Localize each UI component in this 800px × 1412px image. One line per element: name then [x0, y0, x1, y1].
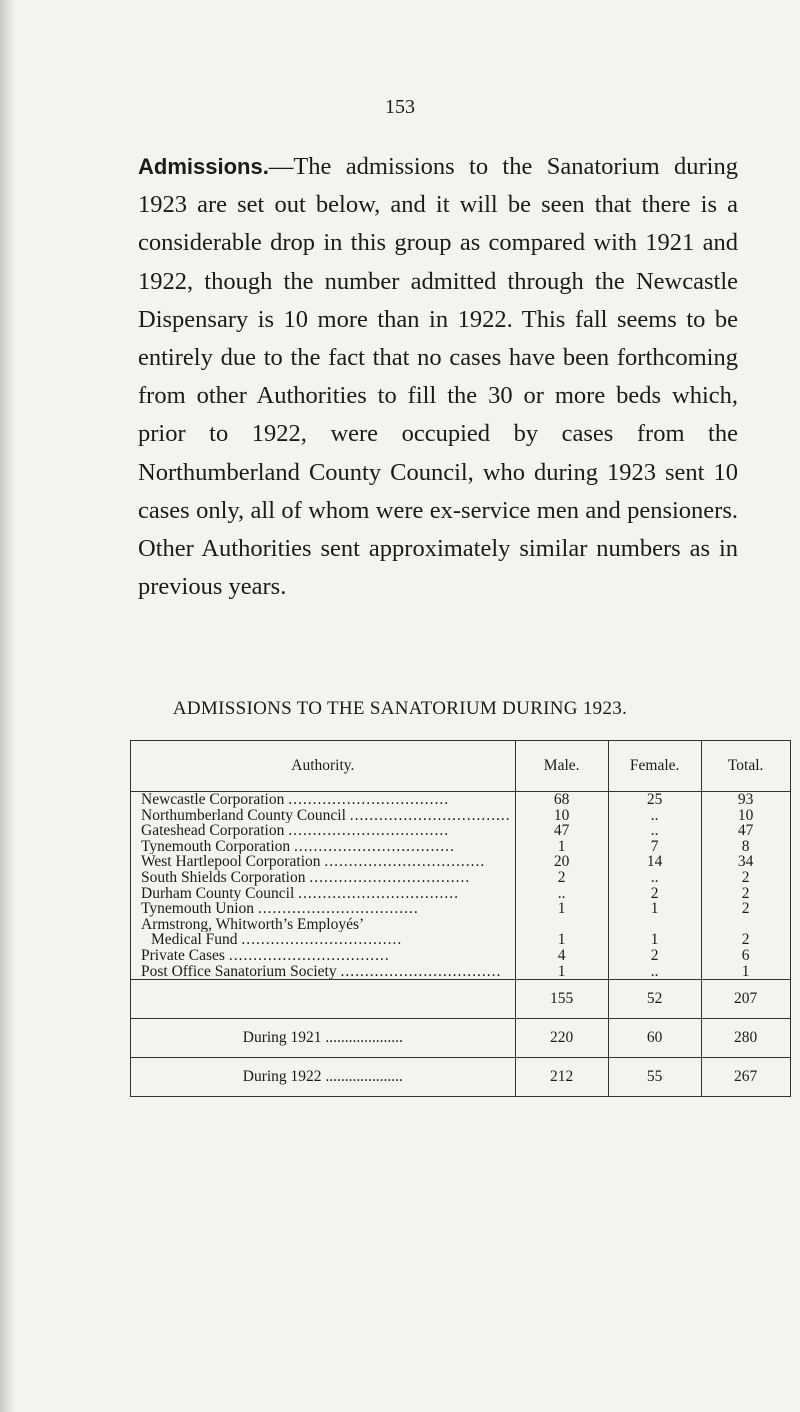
authority-entry: Tynemouth Corporation .................................: [141, 838, 455, 855]
totals-male: 155: [515, 980, 608, 1019]
male-value: 1: [557, 962, 566, 980]
admissions-paragraph: [138, 148, 738, 606]
total-value: 47: [737, 822, 754, 840]
total-value: 6: [741, 946, 750, 964]
total-value: 2: [741, 884, 750, 902]
totals-label: [131, 980, 516, 1019]
female-value: 25: [646, 791, 663, 808]
table-body-row: [131, 792, 791, 980]
female-value: ..: [650, 822, 659, 840]
male-value: 47: [553, 822, 570, 840]
year-total: 280: [701, 1019, 790, 1058]
authority-entry: Northumberland County Council .................................: [141, 807, 511, 824]
authority-entry: Gateshead Corporation .................................: [141, 823, 450, 839]
header-total: Total.: [701, 741, 790, 792]
total-value: 34: [737, 853, 754, 871]
female-value: ..: [650, 806, 659, 824]
female-value: 14: [646, 853, 663, 871]
female-value: 2: [650, 946, 659, 964]
authority-entry: West Hartlepool Corporation .................................: [141, 854, 486, 870]
total-value: 93: [737, 791, 754, 808]
admissions-table: [130, 740, 791, 1097]
table-header-row: [131, 741, 791, 792]
total-value: 2: [741, 900, 750, 918]
total-value: 2: [741, 931, 750, 949]
year-total: 267: [701, 1058, 790, 1097]
paragraph-text: —The admissions to the Sanatorium during 1923 are set out below, and it will be seen that there is a considerable drop in this group as compared with 1921 and 1922, though the number admitted through the Newcastle Dispensary is 10 more than in 1922. This fall seems to be entirely due to the fact that no cases have been forthcoming from other Authorities to fill the 30 or more beds which, prior to 1922, were occupied by cases from the Northumberland County Council, who during 1923 sent 10 cases only, all of whom were ex-service men and pensioners. Other Authorities sent approximately similar numbers as in previous years.: [138, 153, 738, 601]
total-value: 10: [737, 806, 754, 824]
male-value: 68: [553, 791, 570, 808]
female-value: ..: [650, 962, 659, 980]
male-value: 20: [553, 853, 570, 871]
male-value: 1: [557, 900, 566, 918]
table-title: ADMISSIONS TO THE SANATORIUM DURING 1923.: [172, 698, 628, 719]
authority-entry: Newcastle Corporation .................................: [141, 792, 450, 808]
header-male: Male.: [515, 741, 608, 792]
totals-row: [131, 980, 791, 1019]
year-1921-row: [131, 1019, 791, 1058]
female-value: ..: [650, 868, 659, 886]
female-value: 1: [650, 931, 659, 949]
authority-entry: Tynemouth Union .................................: [141, 901, 419, 917]
female-value: 2: [650, 884, 659, 902]
total-value: 1: [741, 962, 750, 980]
authority-list: [131, 792, 516, 980]
female-value: 1: [650, 900, 659, 918]
authority-entry: Private Cases .................................: [141, 947, 390, 964]
male-column: [515, 792, 608, 980]
authority-entry: Armstrong, Whitworth’s Employés’: [141, 916, 365, 933]
male-value: 10: [553, 806, 570, 824]
totals-total: 207: [701, 980, 790, 1019]
female-value: 7: [650, 837, 659, 855]
header-female: Female.: [608, 741, 701, 792]
header-authority: Authority.: [131, 741, 516, 792]
year-male: 212: [515, 1058, 608, 1097]
year-label: During 1922 ....................: [131, 1058, 516, 1097]
male-value: ..: [557, 884, 566, 902]
total-value: 2: [741, 868, 750, 886]
year-1922-row: [131, 1058, 791, 1097]
year-female: 55: [608, 1058, 701, 1097]
total-value: 8: [741, 837, 750, 855]
paragraph-lead: Admissions.: [138, 154, 269, 179]
year-label: During 1921 ....................: [131, 1019, 516, 1058]
year-female: 60: [608, 1019, 701, 1058]
female-column: [608, 792, 701, 980]
total-column: [701, 792, 790, 980]
male-value: 4: [557, 946, 566, 964]
page-number: 153: [385, 96, 415, 118]
male-value: 2: [557, 868, 566, 886]
authority-entry: Post Office Sanatorium Society .................................: [141, 963, 502, 980]
authority-entry: South Shields Corporation .................................: [141, 869, 471, 886]
male-value: 1: [557, 837, 566, 855]
authority-entry-cont: Medical Fund .................................: [151, 932, 403, 948]
year-male: 220: [515, 1019, 608, 1058]
totals-female: 52: [608, 980, 701, 1019]
male-value: 1: [557, 931, 566, 949]
authority-entry: Durham County Council .................................: [141, 885, 460, 902]
